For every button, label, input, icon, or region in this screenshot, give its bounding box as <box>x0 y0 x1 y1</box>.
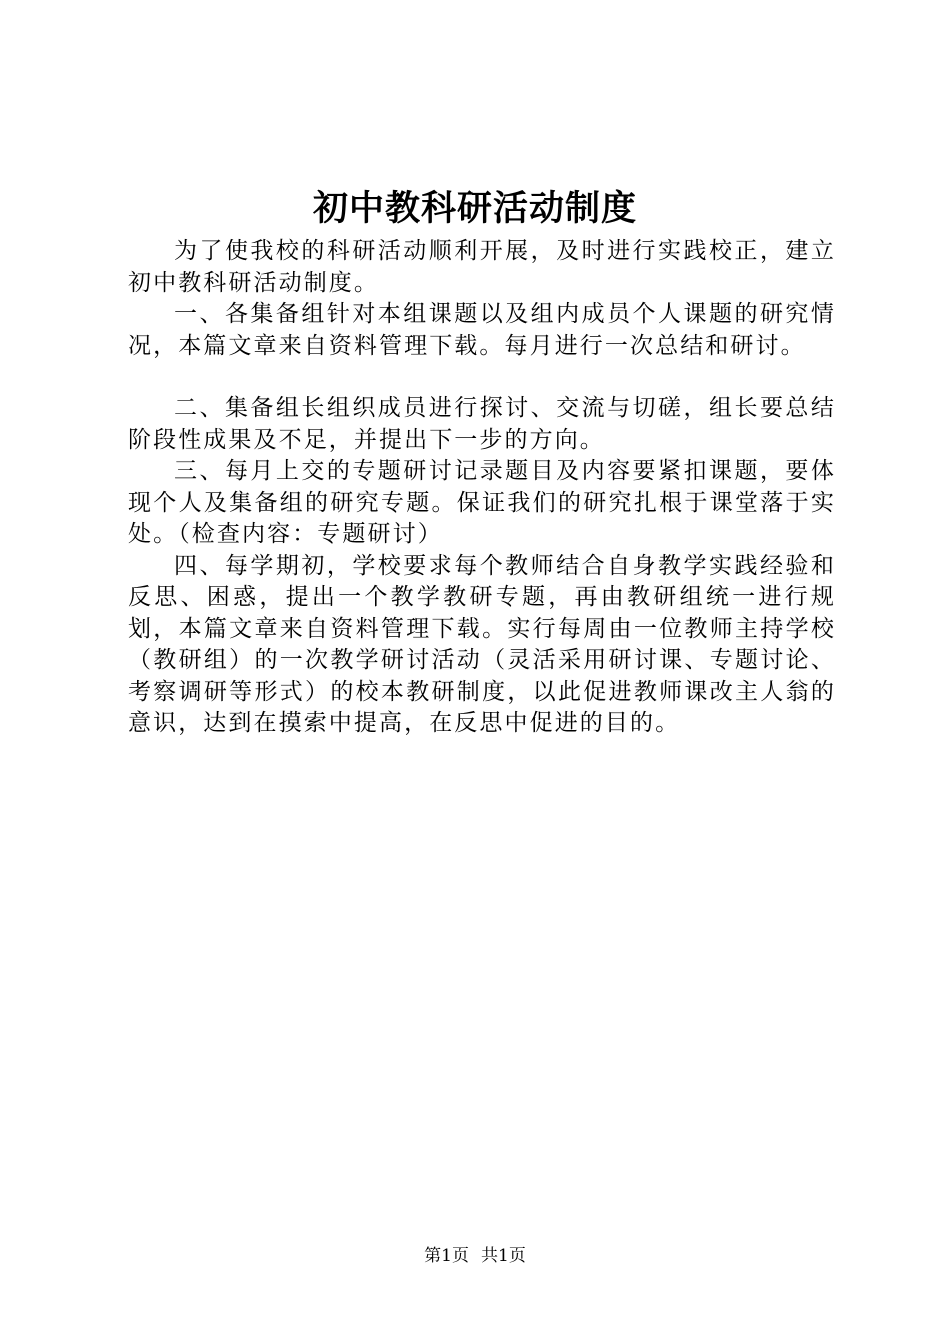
paragraph-intro: 为了使我校的科研活动顺利开展，及时进行实践校正，建立初中教科研活动制度。 <box>128 238 836 296</box>
page-number: 第1页 <box>424 1246 469 1266</box>
document-body <box>128 236 836 740</box>
page-footer <box>0 1244 950 1268</box>
paragraph-item-4: 四、每学期初，学校要求每个教师结合自身教学实践经验和反思、困惑，提出一个教学教研专题，再由教研组统一进行规划，本篇文章来自资料管理下载。实行每周由一位教师主持学校（教研组）的一次教学研讨活动（灵活采用研讨课、专题讨论、考察调研等形式）的校本教研制度，以此促进教师课改主人翁的意识，达到在摸索中提高，在反思中促进的目的。 <box>128 552 836 736</box>
document-title: 初中教科研活动制度 <box>312 188 637 229</box>
paragraph-item-1: 一、各集备组针对本组课题以及组内成员个人课题的研究情况，本篇文章来自资料管理下载。每月进行一次总结和研讨。 <box>128 301 836 359</box>
paragraph-item-2: 二、集备组长组织成员进行探讨、交流与切磋，组长要总结阶段性成果及不足，并提出下一步的方向。 <box>128 395 836 453</box>
paragraph-item-3: 三、每月上交的专题研讨记录题目及内容要紧扣课题，要体现个人及集备组的研究专题。保证我们的研究扎根于课堂落于实处。（检查内容：专题研讨） <box>128 458 836 547</box>
page-total: 共1页 <box>481 1246 526 1266</box>
